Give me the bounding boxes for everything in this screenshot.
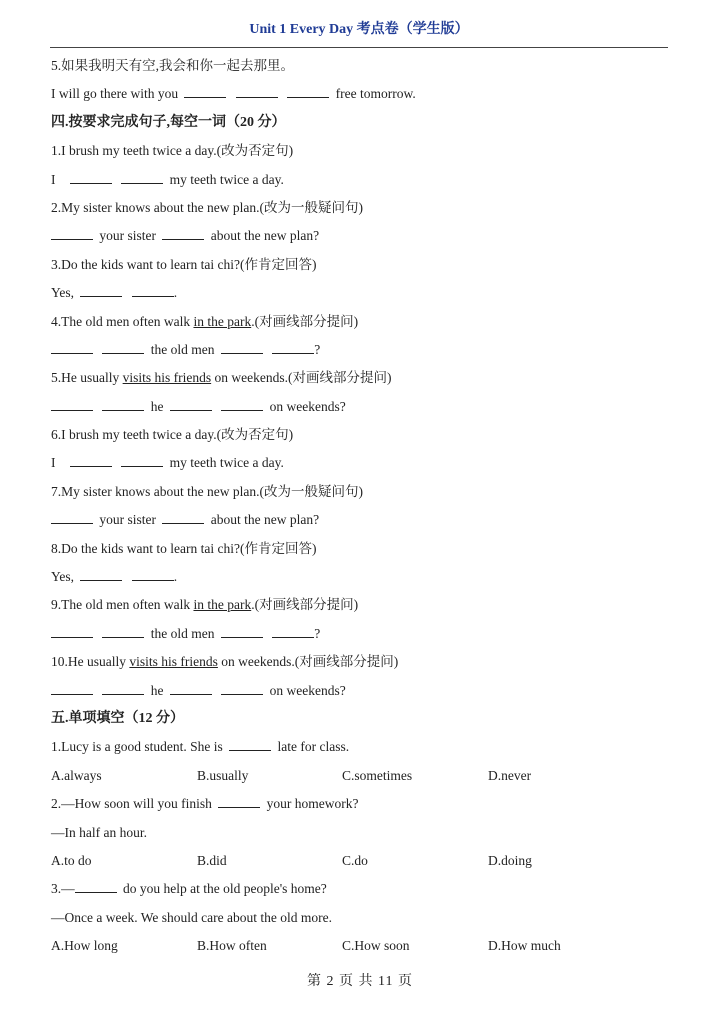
- section-title: 五.单项填空（12 分）: [51, 710, 184, 726]
- option-b[interactable]: B.usually: [197, 767, 249, 783]
- answer-blank[interactable]: [221, 396, 263, 411]
- question-line: 3.— do you help at the old people's home?: [51, 875, 671, 903]
- option-d[interactable]: D.doing: [488, 852, 532, 868]
- answer-blank[interactable]: [287, 83, 329, 98]
- answer-blank[interactable]: [51, 339, 93, 354]
- page-footer: [0, 970, 720, 990]
- answer-blank[interactable]: [236, 83, 278, 98]
- options-row: [51, 762, 671, 790]
- answer-line: your sister about the new plan?: [51, 506, 671, 534]
- option-a[interactable]: A.to do: [51, 852, 92, 868]
- answer-blank[interactable]: [70, 169, 112, 184]
- question-line: 5.如果我明天有空,我会和你一起去那里。: [51, 58, 294, 73]
- question-line: 2.—How soon will you finish your homework?: [51, 790, 671, 818]
- answer-blank[interactable]: [132, 282, 174, 297]
- answer-line: the old men ?: [51, 620, 671, 648]
- page-header: [50, 18, 668, 48]
- header-title: Unit 1 Every Day 考点卷（学生版）: [249, 22, 469, 37]
- answer-line: I my teeth twice a day.: [51, 449, 671, 477]
- question-line: 1.I brush my teeth twice a day.(改为否定句): [51, 143, 294, 159]
- answer-blank[interactable]: [221, 339, 263, 354]
- question-line: 8.Do the kids want to learn tai chi?(作肯定回答): [51, 540, 317, 556]
- document-body: [51, 52, 671, 961]
- options-row: [51, 932, 671, 960]
- answer-blank[interactable]: [102, 623, 144, 638]
- answer-line: Yes, .: [51, 279, 671, 307]
- section-title: 四.按要求完成句子,每空一词（20 分）: [51, 114, 286, 130]
- option-b[interactable]: B.did: [197, 852, 227, 868]
- answer-blank[interactable]: [162, 509, 204, 524]
- answer-blank[interactable]: [51, 509, 93, 524]
- question-line: 4.The old men often walk in the park.(对画线部分提问): [51, 313, 359, 329]
- answer-blank[interactable]: [75, 878, 117, 893]
- answer-blank[interactable]: [162, 225, 204, 240]
- answer-line: Yes, .: [51, 563, 671, 591]
- answer-blank[interactable]: [51, 396, 93, 411]
- answer-blank[interactable]: [80, 566, 122, 581]
- question-line: 9.The old men often walk in the park.(对画线部分提问): [51, 597, 359, 613]
- answer-blank[interactable]: [80, 282, 122, 297]
- answer-blank[interactable]: [170, 396, 212, 411]
- question-line: 3.Do the kids want to learn tai chi?(作肯定回答): [51, 256, 317, 272]
- option-c[interactable]: C.How soon: [342, 938, 410, 954]
- answer-blank[interactable]: [221, 623, 263, 638]
- question-line: 1.Lucy is a good student. She is late for class.: [51, 733, 671, 761]
- option-d[interactable]: D.How much: [488, 938, 561, 954]
- answer-blank[interactable]: [132, 566, 174, 581]
- option-c[interactable]: C.sometimes: [342, 767, 413, 783]
- reply-line: —In half an hour.: [51, 824, 147, 840]
- answer-blank[interactable]: [51, 680, 93, 695]
- option-c[interactable]: C.do: [342, 852, 368, 868]
- answer-line: I my teeth twice a day.: [51, 166, 671, 194]
- answer-line: your sister about the new plan?: [51, 222, 671, 250]
- answer-blank[interactable]: [102, 339, 144, 354]
- answer-blank[interactable]: [272, 339, 314, 354]
- answer-blank[interactable]: [70, 452, 112, 467]
- answer-blank[interactable]: [170, 680, 212, 695]
- answer-blank[interactable]: [272, 623, 314, 638]
- answer-line: he on weekends?: [51, 393, 671, 421]
- answer-blank[interactable]: [121, 452, 163, 467]
- option-a[interactable]: A.How long: [51, 938, 118, 954]
- answer-blank[interactable]: [51, 623, 93, 638]
- answer-blank[interactable]: [221, 680, 263, 695]
- option-b[interactable]: B.How often: [197, 938, 267, 954]
- option-a[interactable]: A.always: [51, 767, 102, 783]
- answer-line: I will go there with you free tomorrow.: [51, 80, 671, 108]
- question-line: 7.My sister knows about the new plan.(改为一般疑问句): [51, 483, 363, 499]
- page-number: 第 2 页 共 11 页: [307, 974, 413, 989]
- option-d[interactable]: D.never: [488, 767, 532, 783]
- answer-blank[interactable]: [102, 396, 144, 411]
- header-divider: [50, 47, 668, 48]
- reply-line: —Once a week. We should care about the old more.: [51, 909, 332, 925]
- answer-blank[interactable]: [184, 83, 226, 98]
- answer-blank[interactable]: [218, 793, 260, 808]
- options-row: [51, 847, 671, 875]
- answer-blank[interactable]: [51, 225, 93, 240]
- question-line: 10.He usually visits his friends on weekends.(对画线部分提问): [51, 654, 399, 670]
- answer-blank[interactable]: [229, 736, 271, 751]
- question-line: 6.I brush my teeth twice a day.(改为否定句): [51, 427, 294, 443]
- question-line: 5.He usually visits his friends on weekends.(对画线部分提问): [51, 370, 392, 386]
- answer-line: he on weekends?: [51, 677, 671, 705]
- question-line: 2.My sister knows about the new plan.(改为一般疑问句): [51, 199, 363, 215]
- answer-blank[interactable]: [102, 680, 144, 695]
- answer-line: the old men ?: [51, 336, 671, 364]
- answer-blank[interactable]: [121, 169, 163, 184]
